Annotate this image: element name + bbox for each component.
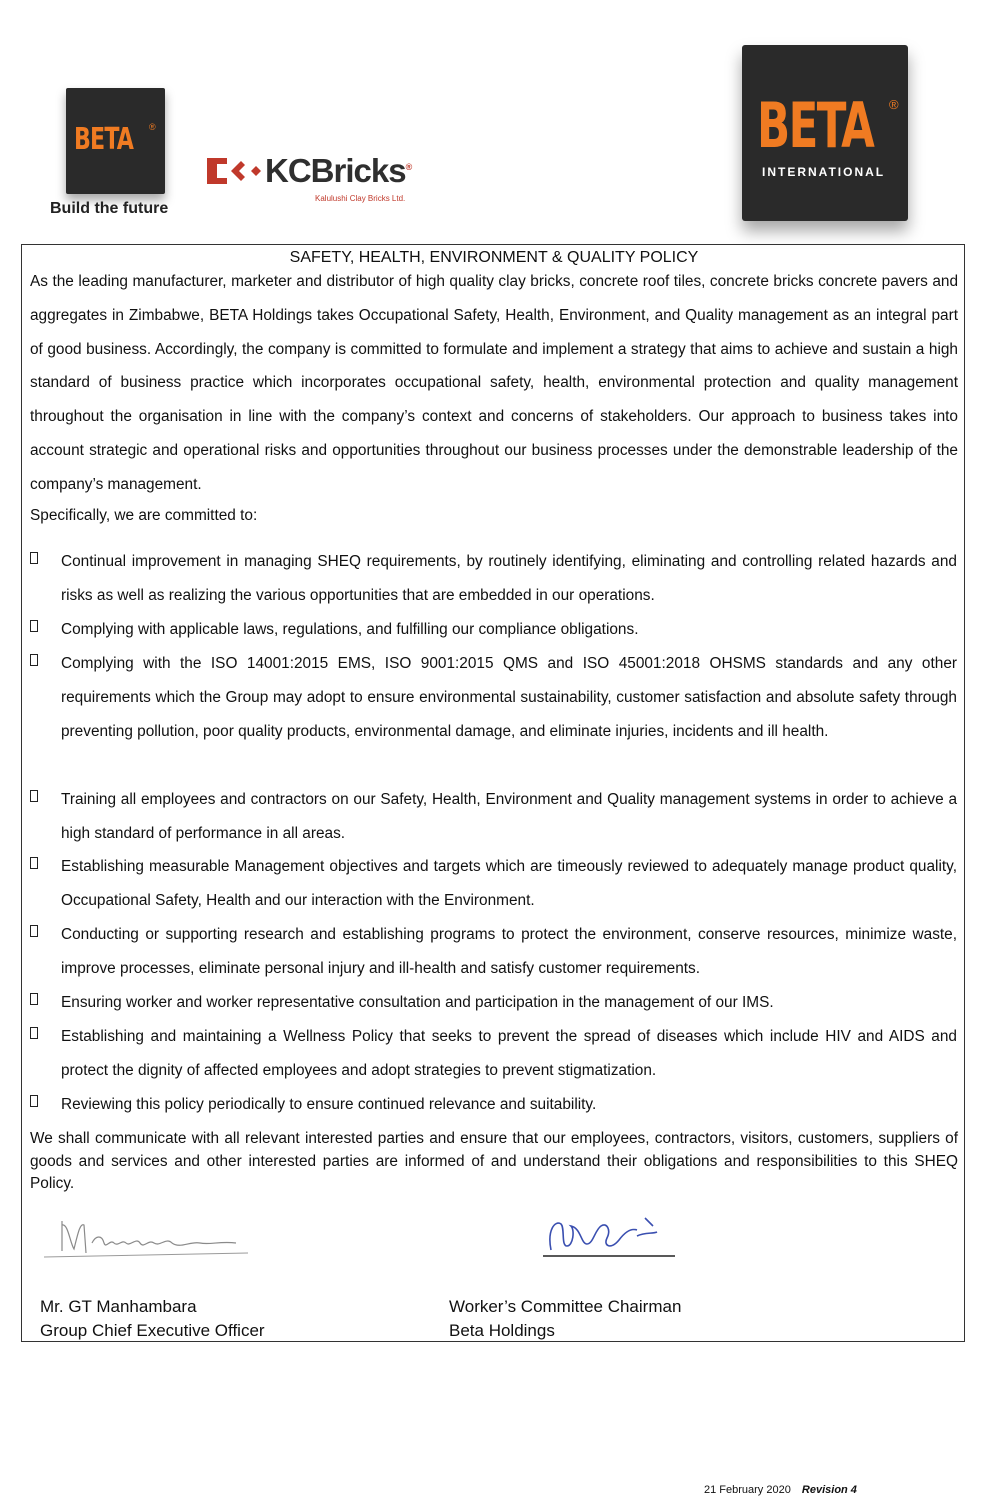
chairman-signatory bbox=[449, 1295, 681, 1343]
ceo-role: Group Chief Executive Officer bbox=[40, 1321, 265, 1340]
policy-closing: We shall communicate with all relevant interested parties and ensure that our employees, contractors, visitors, customers, suppliers of goods and services and other interested parties are informed of and understand their obligations and responsibilities to this SHEQ Policy. bbox=[30, 1130, 958, 1192]
commitment-text: Complying with applicable laws, regulations, and fulfilling our compliance obligations. bbox=[61, 621, 639, 638]
bullet-icon bbox=[30, 1027, 38, 1039]
bullet-icon bbox=[30, 654, 38, 666]
footer-date: 21 February 2020 bbox=[704, 1484, 791, 1496]
chairman-title: Worker’s Committee Chairman bbox=[449, 1297, 682, 1316]
document-footer bbox=[704, 1484, 857, 1496]
bullet-icon bbox=[30, 1095, 38, 1107]
ceo-name: Mr. GT Manhambara bbox=[40, 1297, 197, 1316]
commitment-text: Conducting or supporting research and establishing programs to protect the environment, conserve resources, minimize waste, improve processes, eliminate personal injury and ill-health and satisfy customer requirements. bbox=[61, 926, 957, 977]
registered-mark: ® bbox=[149, 122, 156, 132]
beta-international-logo bbox=[742, 45, 908, 221]
kcbricks-wordmark: KCBricks® bbox=[265, 152, 412, 189]
beta-logo-small bbox=[66, 88, 165, 194]
commitment-text: Establishing and maintaining a Wellness Policy that seeks to prevent the spread of diseases which include HIV and AIDS and protect the dignity of affected employees and adopt strategies to prevent stigmatization. bbox=[61, 1028, 957, 1079]
brand-tagline: Build the future bbox=[50, 200, 169, 217]
bullet-icon bbox=[30, 620, 38, 632]
registered-mark-large: ® bbox=[889, 97, 899, 112]
commitment-text: Complying with the ISO 14001:2015 EMS, ISO 9001:2015 QMS and ISO 45001:2018 OHSMS standards and any other requirements which the Group may adopt to ensure environmental sustainability, customer satisfaction and absolute safety through preventing pollution, poor quality products, environmental damage, and eliminate injuries, incidents and ill health. bbox=[61, 655, 957, 740]
commitment-text: Establishing measurable Management objectives and targets which are timeously reviewed to adequately manage product quality, Occupational Safety, Health and our interaction with the Environment. bbox=[61, 858, 957, 909]
commitment-text: Continual improvement in managing SHEQ requirements, by routinely identifying, eliminating and controlling related hazards and risks as well as realizing the various opportunities that are embedded in our operations. bbox=[61, 553, 957, 604]
commitment-text: Ensuring worker and worker representative consultation and participation in the management of our IMS. bbox=[61, 994, 774, 1011]
policy-frame bbox=[21, 244, 965, 1342]
kcbricks-subtitle: Kalulushi Clay Bricks Ltd. bbox=[315, 194, 406, 203]
bullet-icon bbox=[30, 925, 38, 937]
policy-title: SAFETY, HEALTH, ENVIRONMENT & QUALITY POLICY bbox=[289, 249, 699, 266]
ceo-signatory bbox=[40, 1295, 265, 1343]
chairman-organisation: Beta Holdings bbox=[449, 1321, 555, 1340]
kcbricks-logo bbox=[205, 150, 445, 210]
commitments-lead: Specifically, we are committed to: bbox=[30, 507, 258, 524]
commitment-text: Reviewing this policy periodically to ensure continued relevance and suitability. bbox=[61, 1096, 597, 1113]
ceo-signature bbox=[40, 1213, 250, 1263]
bullet-icon bbox=[30, 993, 38, 1005]
beta-international-label: INTERNATIONAL bbox=[762, 165, 886, 179]
commitment-text: Training all employees and contractors on our Safety, Health, Environment and Quality management systems in order to achieve a high standard of performance in all areas. bbox=[61, 791, 957, 842]
beta-logo-word: BETA bbox=[74, 122, 134, 157]
bullet-icon bbox=[30, 790, 38, 802]
policy-intro: As the leading manufacturer, marketer and distributor of high quality clay bricks, concrete roof tiles, concrete bricks concrete pavers and aggregates in Zimbabwe, BETA Holdings takes Occupational Safety, Health, Environment, and Quality management as an integral part of good business. Accordingly, the company is committed to formulate and implement a strategy that aims to achieve and sustain a high standard of business practice which incorporates occupational safety, health, environmental protection and quality management throughout the organisation in line with the company’s context and concerns of stakeholders. Our approach to business takes into account strategic and operational risks and opportunities throughout our business processes under the demonstrable leadership of the company’s management. bbox=[30, 273, 958, 493]
footer-revision: Revision 4 bbox=[801, 1484, 857, 1496]
kcbricks-icon bbox=[205, 156, 263, 186]
bullet-icon bbox=[30, 857, 38, 869]
beta-logo-word-large: BETA bbox=[757, 89, 874, 162]
chairman-signature bbox=[541, 1210, 676, 1262]
bullet-icon bbox=[30, 552, 38, 564]
